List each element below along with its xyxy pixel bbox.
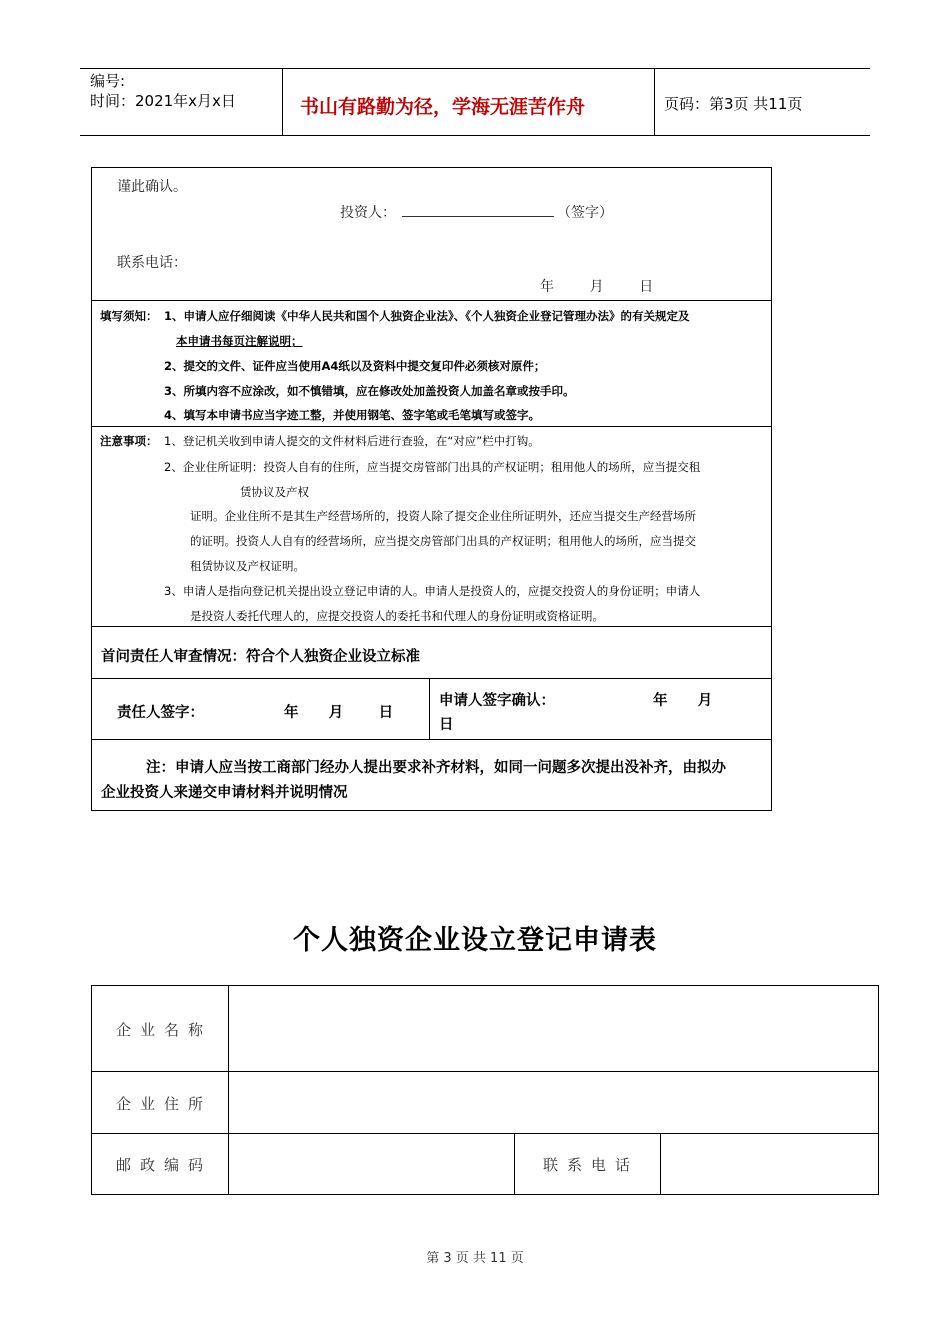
notice-line-7: 3、申请人是指向登记机关提出设立登记申请的人。申请人是投资人的，应提交投资人的身份证明；申请人 xyxy=(164,584,701,598)
notice-line-2: 2、企业住所证明：投资人自有的住所，应当提交房管部门出具的产权证明；租用他人的场所，应当提交租 xyxy=(164,460,701,474)
instruction-item-2: 2、提交的文件、证件应当使用A4纸以及资料中提交复印件必须核对原件； xyxy=(164,359,546,373)
instructions-title: 填写须知： xyxy=(100,309,158,323)
applicant-date: 年 月 xyxy=(653,693,713,709)
instruction-item-1: 1、申请人应仔细阅读《中华人民共和国个人独资企业法》、《个人独资企业登记管理办法》的有关规定及 xyxy=(164,309,690,323)
row-divider-1 xyxy=(91,300,771,301)
company-address-field[interactable] xyxy=(229,1072,876,1133)
review-note-line-1: 注：申请人应当按工商部门经办人提出要求补齐材料，如同一问题多次提出没补齐，由拟办 xyxy=(146,760,726,776)
notice-line-6: 租赁协议及产权证明。 xyxy=(190,559,305,573)
applicant-date-day: 日 xyxy=(439,717,454,733)
page-footer: 第 3 页 共 11 页 xyxy=(426,1251,524,1266)
applicant-confirm-label: 申请人签字确认： xyxy=(439,693,555,709)
instruction-item-4: 4、填写本申请书应当字迹工整，并使用钢笔、签字笔或毛笔填写或签字。 xyxy=(164,408,540,422)
form-postal-col-divider xyxy=(514,1133,515,1194)
row-divider-2 xyxy=(91,426,771,427)
header-divider-left xyxy=(282,68,283,136)
company-name-label: 企业名称 xyxy=(116,1021,213,1039)
investor-signature-line[interactable] xyxy=(402,216,554,217)
document-number: 编号: xyxy=(90,72,126,90)
review-status: 首问责任人审查情况：符合个人独资企业设立标准 xyxy=(101,649,420,665)
notice-line-4: 证明。企业住所不是其生产经营场所的，投资人除了提交企业住所证明外，还应当提交生产经营场所 xyxy=(190,509,696,523)
postal-code-field[interactable] xyxy=(229,1134,514,1193)
confirmation-date: 年 月 日 xyxy=(540,279,654,295)
review-note-line-2: 企业投资人来递交申请材料并说明情况 xyxy=(101,785,348,801)
header-bottom-rule xyxy=(80,135,870,136)
phone-field[interactable] xyxy=(661,1134,876,1193)
row-divider-3 xyxy=(91,626,771,627)
col-divider-sign xyxy=(429,678,430,740)
header-top-rule xyxy=(80,68,870,69)
header-divider-right xyxy=(654,68,655,136)
postal-code-label: 邮政编码 xyxy=(116,1156,213,1174)
page-indicator: 页码：第3页 共11页 xyxy=(664,95,803,113)
notice-line-3: 赁协议及产权 xyxy=(240,485,309,499)
notices-title: 注意事项： xyxy=(100,434,158,448)
company-name-field[interactable] xyxy=(229,986,876,1071)
form-title: 个人独资企业设立登记申请表 xyxy=(293,925,657,956)
notice-line-5: 的证明。投资人人自有的经营场所，应当提交房管部门出具的产权证明；租用他人的场所，应当提交 xyxy=(190,534,696,548)
investor-label: 投资人： xyxy=(340,205,396,221)
notice-line-8: 是投资人委托代理人的，应提交投资人的委托书和代理人的身份证明或资格证明。 xyxy=(190,609,604,623)
header-motto: 书山有路勤为径，学海无涯苦作舟 xyxy=(300,96,586,118)
document-time: 时间：2021年x月x日 xyxy=(90,92,236,110)
phone-label-form: 联系电话 xyxy=(543,1156,640,1174)
row-divider-4 xyxy=(91,678,771,679)
row-divider-5 xyxy=(91,739,771,740)
notice-line-1: 1、登记机关收到申请人提交的文件材料后进行查验，在“对应”栏中打钩。 xyxy=(164,434,540,448)
confirmation-statement: 谨此确认。 xyxy=(117,179,187,195)
responsible-date: 年 月 日 xyxy=(284,705,394,721)
company-address-label: 企业住所 xyxy=(116,1095,213,1113)
instruction-item-3: 3、所填内容不应涂改，如不慎错填，应在修改处加盖投资人加盖名章或按手印。 xyxy=(164,384,575,398)
phone-label: 联系电话： xyxy=(117,255,187,271)
responsible-signature-label: 责任人签字： xyxy=(117,705,204,721)
instruction-item-1-cont: 本申请书每页注解说明； xyxy=(176,334,303,348)
signature-note: （签字） xyxy=(557,205,613,221)
